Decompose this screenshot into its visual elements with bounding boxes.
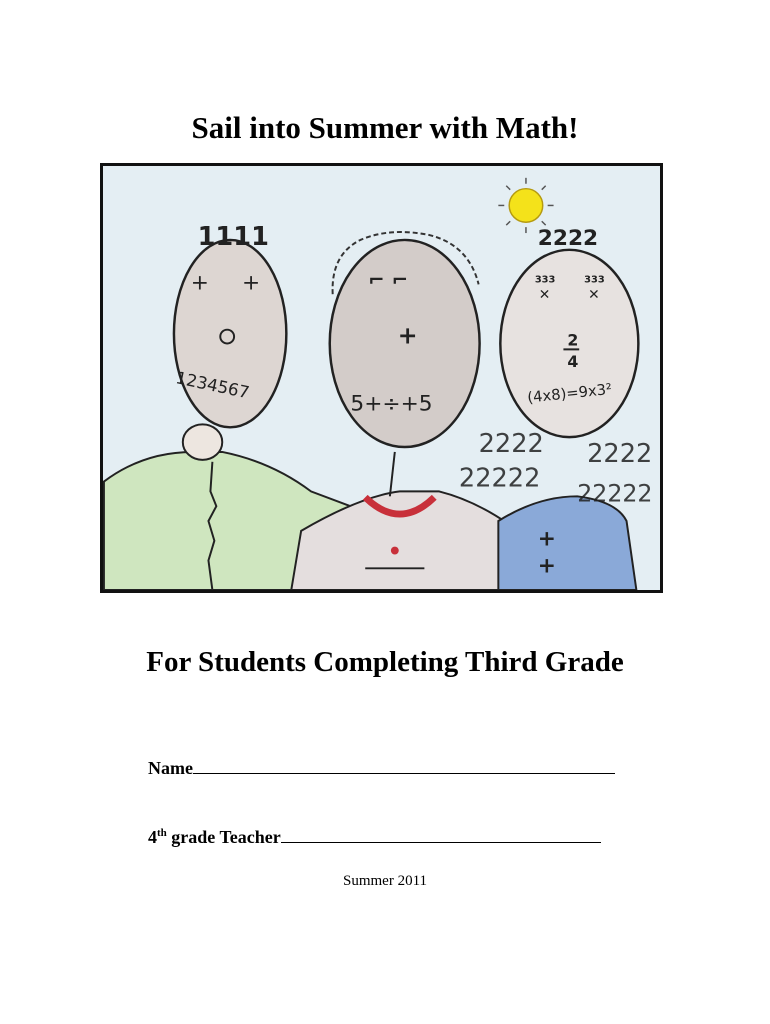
left-mouth-text: 1234567 xyxy=(174,367,252,403)
teacher-blank-line[interactable] xyxy=(281,828,601,843)
svg-text:22222: 22222 xyxy=(458,463,541,494)
svg-text:+: + xyxy=(537,526,556,552)
svg-text:4: 4 xyxy=(567,352,579,372)
middle-mouth-text: 5+÷+5 xyxy=(350,391,433,417)
svg-text:+: + xyxy=(397,321,418,350)
teacher-grade-suffix: th xyxy=(157,827,167,839)
svg-text:+: + xyxy=(241,270,261,296)
teacher-field[interactable] xyxy=(148,827,601,848)
name-blank-line[interactable] xyxy=(193,759,615,774)
teacher-grade-number: 4 xyxy=(148,827,157,847)
cover-illustration xyxy=(100,163,663,593)
svg-text:✕: ✕ xyxy=(588,287,600,304)
teacher-label: grade Teacher xyxy=(166,827,281,847)
right-fraction-top: 2 xyxy=(567,330,579,350)
svg-text:22222: 22222 xyxy=(577,479,653,508)
svg-text:+: + xyxy=(537,553,556,579)
right-mouth-text: (4x8)=9x3² xyxy=(526,380,613,407)
footer-date: Summer 2011 xyxy=(342,873,428,889)
right-hair-left-text: 2222 xyxy=(478,428,544,459)
svg-text:2222: 2222 xyxy=(587,438,653,469)
svg-text:2222: 2222 xyxy=(537,225,599,251)
svg-text:+: + xyxy=(190,270,209,296)
svg-text:333: 333 xyxy=(584,274,605,286)
name-label: Name xyxy=(148,758,193,778)
right-eye-left-text: 333 xyxy=(534,274,556,286)
name-field[interactable] xyxy=(148,758,615,779)
svg-text:⌐ ⌐: ⌐ ⌐ xyxy=(368,268,409,292)
left-hair-text: 1111 xyxy=(197,221,269,252)
math-faces-drawing xyxy=(103,166,660,590)
page-title: Sail into Summer with Math! xyxy=(191,110,579,145)
svg-text:✕: ✕ xyxy=(538,287,551,304)
page-subtitle: For Students Completing Third Grade xyxy=(146,646,624,678)
